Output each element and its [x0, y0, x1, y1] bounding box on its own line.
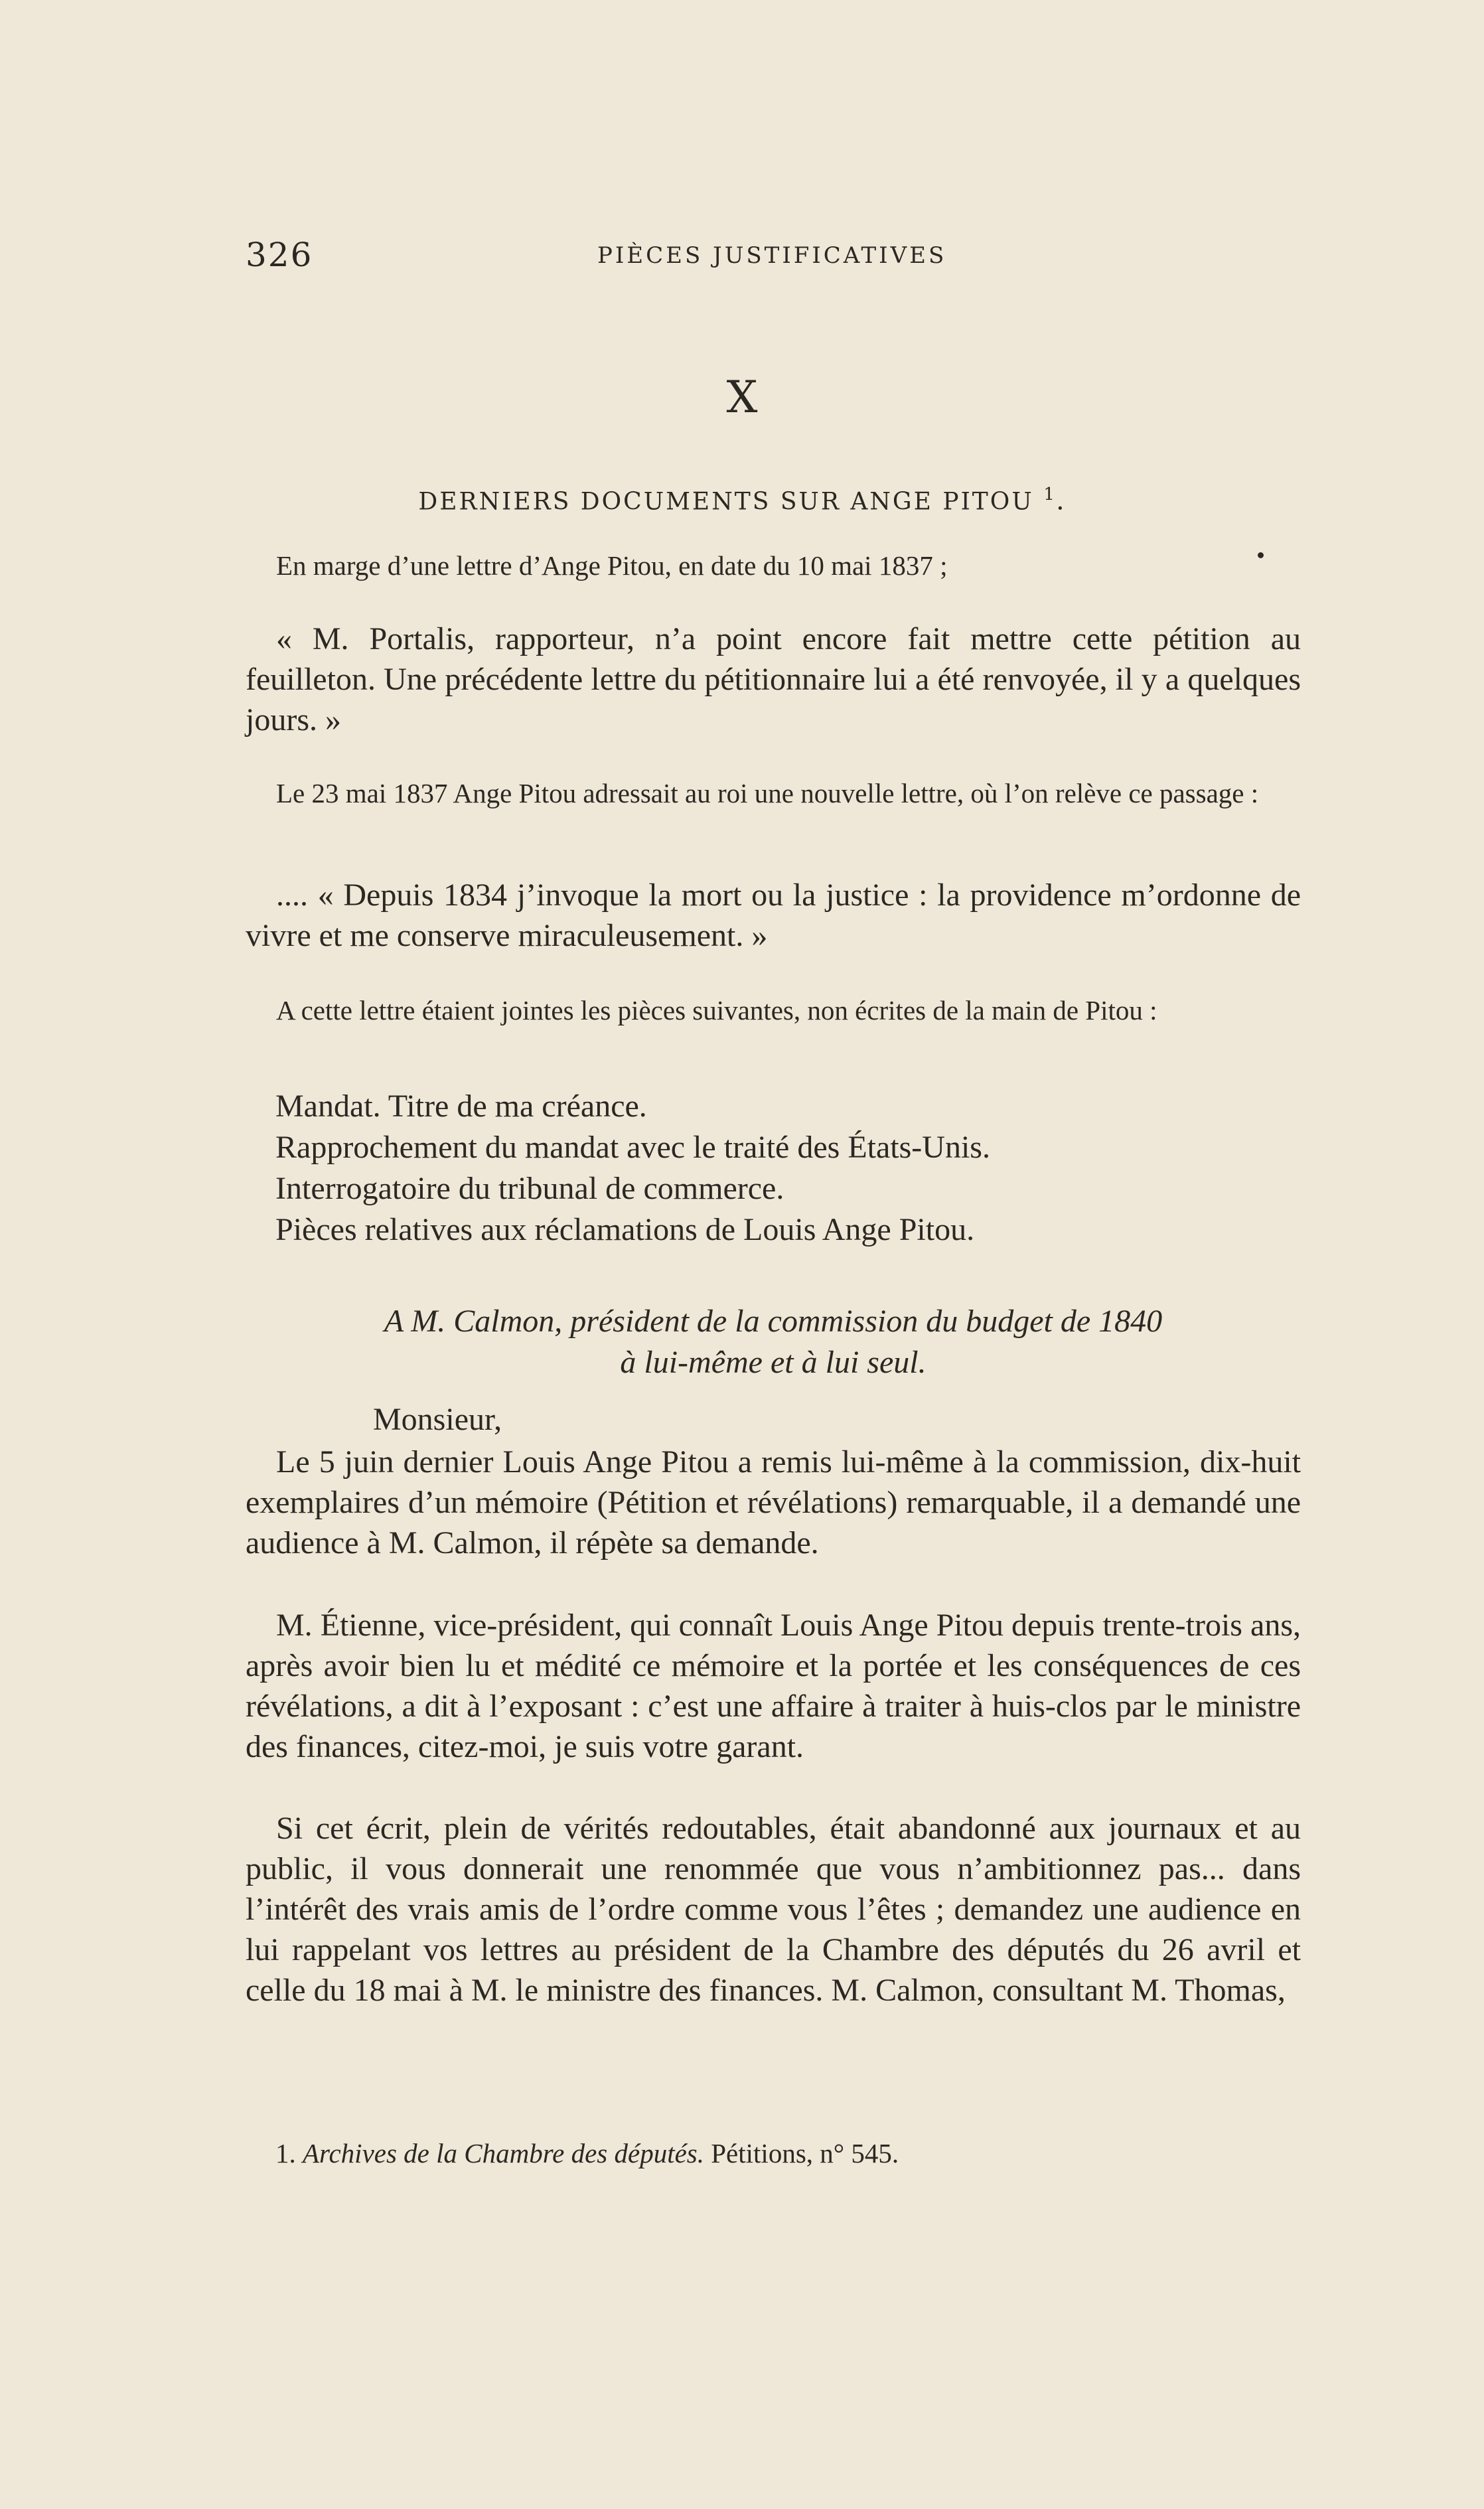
section-title-period: .	[1055, 485, 1066, 516]
pieces-list	[275, 1086, 990, 1251]
letter-salutation	[246, 1399, 1301, 1440]
address-line-2: à lui-même et à lui seul.	[620, 1345, 927, 1380]
footnote-number: 1.	[275, 2138, 296, 2168]
footnote-source: Archives de la Chambre des députés.	[303, 2138, 704, 2168]
list-item: Rapprochement du mandat avec le traité des États-Unis.	[275, 1130, 990, 1165]
letter-paragraph: M. Étienne, vice-président, qui connaît Louis Ange Pitou depuis trente-trois ans, après avoir bien lu et médité ce mémoire et la portée et les conséquences de ces révélations, a dit à l’exposant : c’est une affaire à traiter à huis-clos par le ministre des finances, citez-moi, je suis votre garant.	[246, 1608, 1301, 1764]
list-item: Interrogatoire du tribunal de commerce.	[275, 1171, 784, 1206]
page-number: 326	[246, 236, 313, 274]
intro-letter: Le 23 mai 1837 Ange Pitou adressait au roi une nouvelle lettre, où l’on relève ce passage :	[276, 778, 1259, 808]
salutation: Monsieur,	[373, 1402, 502, 1437]
quote-depuis-1834: .... « Depuis 1834 j’invoque la mort ou la justice : la providence m’ordonne de vivre et me conserve miraculeusement. »	[246, 877, 1301, 953]
running-head: PIÈCES JUSTIFICATIVES	[597, 242, 947, 269]
letter-paragraph: Le 5 juin dernier Louis Ange Pitou a remis lui-même à la commission, dix-huit exemplaires d’un mémoire (Pétition et révélations) remarquable, il a demandé une audience à M. Calmon, il répète sa demande.	[246, 1444, 1301, 1560]
list-item: Mandat. Titre de ma créance.	[275, 1089, 647, 1124]
section-title	[0, 485, 1484, 516]
intro-margin-note: En marge d’une lettre d’Ange Pitou, en date du 10 mai 1837 ;	[276, 550, 948, 581]
address-line-1: A M. Calmon, président de la commission du budget de 1840	[384, 1304, 1163, 1339]
footnote-mark: 1	[1043, 485, 1056, 504]
page-header	[246, 236, 1307, 282]
list-item: Pièces relatives aux réclamations de Louis Ange Pitou.	[275, 1212, 975, 1247]
section-numeral: X	[726, 372, 758, 423]
footnote	[275, 2137, 899, 2169]
intro-pieces: A cette lettre étaient jointes les pièces suivantes, non écrites de la main de Pitou :	[276, 995, 1157, 1026]
letter-address	[246, 1301, 1301, 1383]
section-title-text: DERNIERS DOCUMENTS SUR ANGE PITOU	[418, 488, 1034, 516]
letter-paragraph: Si cet écrit, plein de vérités redoutables, était abandonné aux journaux et au public, il vous donnerait une renommée que vous n’ambitionnez pas... dans l’intérêt des vrais amis de l’ordre comme vous l’êtes ; demandez une audience en lui rappelant vos lettres au président de la Chambre des députés du 26 avril et celle du 18 mai à M. le ministre des finances. M. Calmon, consultant M. Thomas,	[246, 1811, 1301, 2008]
footnote-text: Pétitions, n° 545.	[711, 2138, 899, 2168]
quote-portalis: « M. Portalis, rapporteur, n’a point encore fait mettre cette pétition au feuilleton. Une précédente lettre du pétitionnaire lui a été renvoyée, il y a quelques jours. »	[246, 621, 1301, 737]
